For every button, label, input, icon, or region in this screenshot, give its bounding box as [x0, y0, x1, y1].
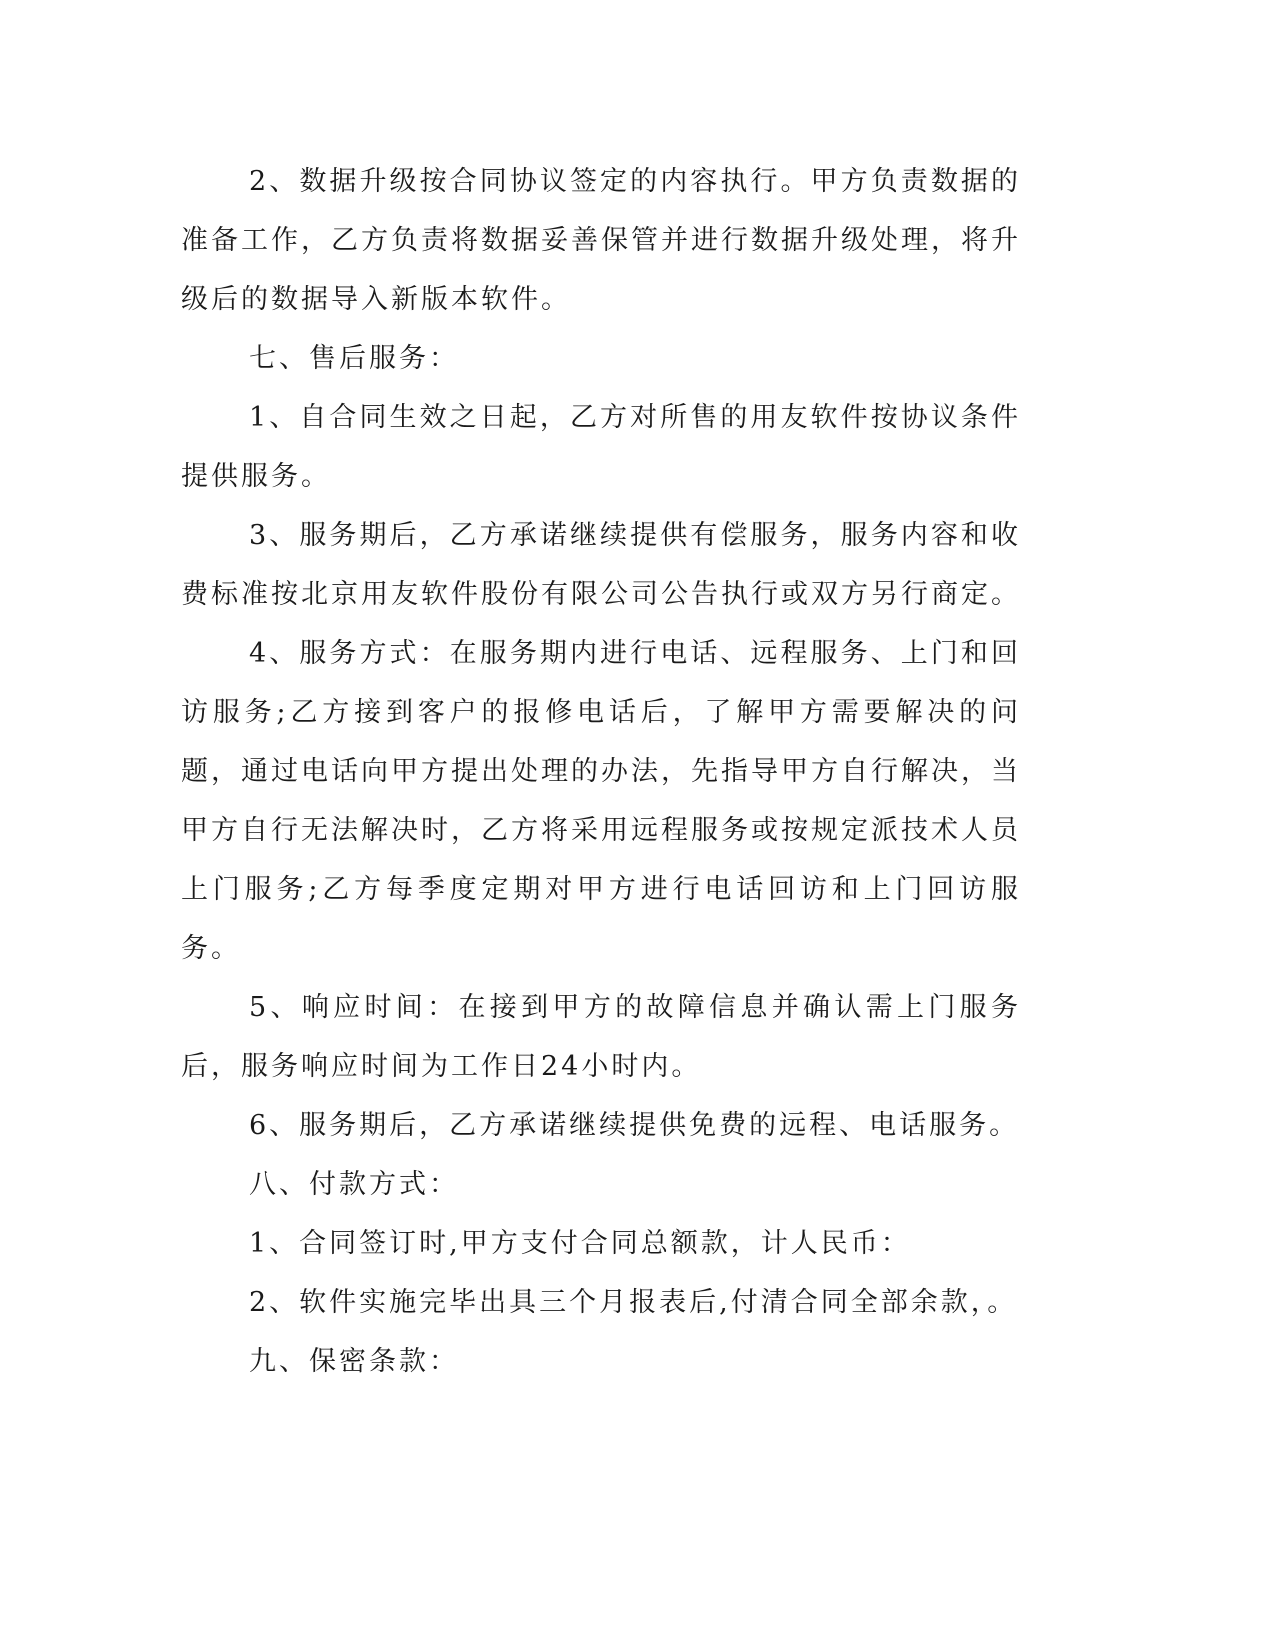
paragraph-service-method: 4、服务方式：在服务期内进行电话、远程服务、上门和回访服务;乙方接到客户的报修电话后，了解甲方需要解决的问题，通过电话向甲方提出处理的办法，先指导甲方自行解决，当甲方自行无法解决时，乙方将采用远程服务或按规定派技术人员上门服务;乙方每季度定期对甲方进行电话回访和上门回访服务。 [181, 638, 1021, 964]
paragraph-free-service: 6、服务期后，乙方承诺继续提供免费的远程、电话服务。 [249, 1110, 1020, 1141]
heading-confidentiality: 九、保密条款： [249, 1346, 459, 1377]
paragraph-service-start: 1、自合同生效之日起，乙方对所售的用友软件按协议条件提供服务。 [181, 402, 1021, 492]
heading-after-sales-service: 七、售后服务： [249, 343, 459, 374]
paragraph-data-upgrade: 2、数据升级按合同协议签定的内容执行。甲方负责数据的准备工作，乙方负责将数据妥善保管并进行数据升级处理，将升级后的数据导入新版本软件。 [181, 166, 1021, 315]
paragraph-paid-service: 3、服务期后，乙方承诺继续提供有偿服务，服务内容和收费标准按北京用友软件股份有限公司公告执行或双方另行商定。 [181, 520, 1021, 610]
heading-payment-method: 八、付款方式： [249, 1169, 459, 1200]
document-body [181, 152, 1021, 1391]
paragraph-payment-signing: 1、合同签订时,甲方支付合同总额款，计人民币： [249, 1228, 911, 1259]
paragraph-response-time: 5、响应时间：在接到甲方的故障信息并确认需上门服务后，服务响应时间为工作日24小时内。 [181, 992, 1021, 1082]
paragraph-payment-balance: 2、软件实施完毕出具三个月报表后,付清合同全部余款，。 [249, 1287, 1018, 1318]
